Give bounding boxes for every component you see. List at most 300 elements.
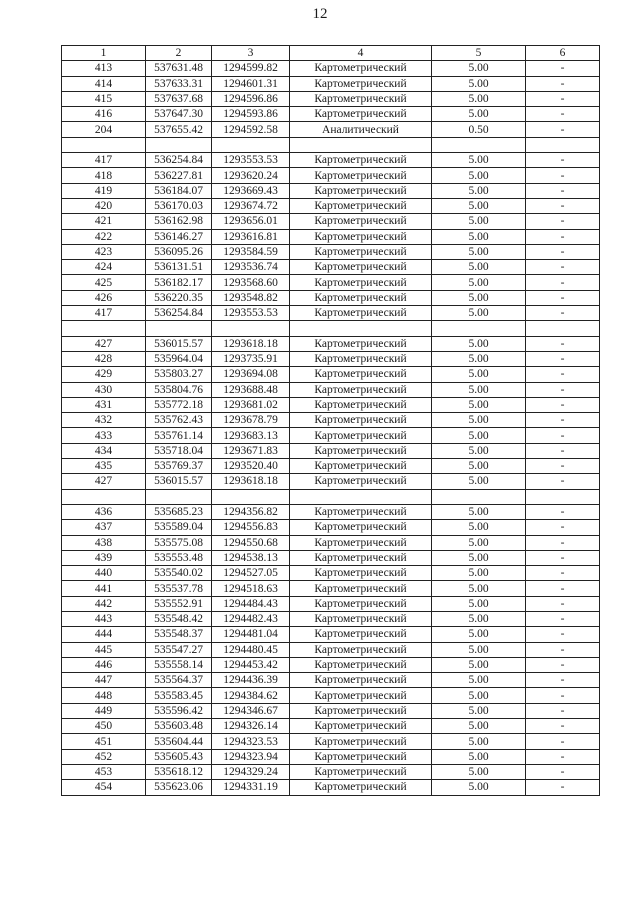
y-coordinate-cell: 1294599.82	[212, 61, 290, 76]
x-coordinate-cell: 535552.91	[146, 596, 212, 611]
accuracy-cell: 5.00	[432, 413, 526, 428]
table-row	[62, 122, 600, 137]
x-coordinate-cell: 536254.84	[146, 153, 212, 168]
table-row	[62, 719, 600, 734]
x-coordinate-cell: 535761.14	[146, 428, 212, 443]
x-coordinate-cell: 535618.12	[146, 764, 212, 779]
accuracy-cell: 5.00	[432, 657, 526, 672]
method-cell: Картометрический	[290, 520, 432, 535]
point-number-cell: 443	[62, 611, 146, 626]
x-coordinate-cell: 535605.43	[146, 749, 212, 764]
accuracy-cell: 0.50	[432, 122, 526, 137]
note-cell: -	[526, 244, 600, 259]
table-row	[62, 153, 600, 168]
y-coordinate-cell: 1293548.82	[212, 290, 290, 305]
note-cell: -	[526, 611, 600, 626]
method-cell: Картометрический	[290, 504, 432, 519]
y-coordinate-cell: 1294482.43	[212, 611, 290, 626]
point-number-cell: 423	[62, 244, 146, 259]
y-coordinate-cell: 1293620.24	[212, 168, 290, 183]
accuracy-cell: 5.00	[432, 198, 526, 213]
x-coordinate-cell: 536095.26	[146, 244, 212, 259]
point-number-cell: 442	[62, 596, 146, 611]
method-cell: Картометрический	[290, 459, 432, 474]
column-header-4: 4	[290, 46, 432, 61]
x-coordinate-cell: 536170.03	[146, 198, 212, 213]
table-header	[62, 46, 600, 61]
y-coordinate-cell	[212, 489, 290, 504]
y-coordinate-cell: 1293553.53	[212, 306, 290, 321]
table-row	[62, 734, 600, 749]
table-row	[62, 290, 600, 305]
page-number: 12	[312, 6, 328, 22]
point-number-cell	[62, 321, 146, 336]
x-coordinate-cell: 537633.31	[146, 76, 212, 91]
method-cell: Картометрический	[290, 198, 432, 213]
point-number-cell: 417	[62, 153, 146, 168]
x-coordinate-cell: 537655.42	[146, 122, 212, 137]
method-cell: Картометрический	[290, 214, 432, 229]
method-cell: Картометрический	[290, 749, 432, 764]
method-cell: Картометрический	[290, 260, 432, 275]
accuracy-cell: 5.00	[432, 61, 526, 76]
accuracy-cell: 5.00	[432, 703, 526, 718]
x-coordinate-cell: 536227.81	[146, 168, 212, 183]
point-number-cell: 428	[62, 351, 146, 366]
method-cell: Картометрический	[290, 275, 432, 290]
note-cell: -	[526, 443, 600, 458]
table-row	[62, 566, 600, 581]
table-row	[62, 443, 600, 458]
table-row	[62, 627, 600, 642]
note-cell: -	[526, 260, 600, 275]
method-cell: Картометрический	[290, 734, 432, 749]
x-coordinate-cell: 536015.57	[146, 336, 212, 351]
table-body	[62, 61, 600, 795]
note-cell: -	[526, 153, 600, 168]
point-number-cell: 415	[62, 91, 146, 106]
point-number-cell: 204	[62, 122, 146, 137]
method-cell: Картометрический	[290, 703, 432, 718]
x-coordinate-cell: 535803.27	[146, 367, 212, 382]
method-cell: Картометрический	[290, 657, 432, 672]
x-coordinate-cell: 536182.17	[146, 275, 212, 290]
header-row	[62, 46, 600, 61]
point-number-cell: 446	[62, 657, 146, 672]
note-cell: -	[526, 428, 600, 443]
note-cell: -	[526, 673, 600, 688]
note-cell: -	[526, 61, 600, 76]
point-number-cell: 429	[62, 367, 146, 382]
point-number-cell: 447	[62, 673, 146, 688]
y-coordinate-cell: 1293688.48	[212, 382, 290, 397]
column-header-6: 6	[526, 46, 600, 61]
point-number-cell: 439	[62, 550, 146, 565]
accuracy-cell: 5.00	[432, 107, 526, 122]
x-coordinate-cell: 536184.07	[146, 183, 212, 198]
x-coordinate-cell: 537647.30	[146, 107, 212, 122]
note-cell: -	[526, 719, 600, 734]
y-coordinate-cell: 1294481.04	[212, 627, 290, 642]
table-row	[62, 550, 600, 565]
method-cell	[290, 489, 432, 504]
y-coordinate-cell: 1293616.81	[212, 229, 290, 244]
note-cell: -	[526, 474, 600, 489]
method-cell: Картометрический	[290, 474, 432, 489]
point-number-cell: 440	[62, 566, 146, 581]
y-coordinate-cell: 1293671.83	[212, 443, 290, 458]
accuracy-cell: 5.00	[432, 229, 526, 244]
accuracy-cell: 5.00	[432, 214, 526, 229]
accuracy-cell: 5.00	[432, 749, 526, 764]
method-cell	[290, 137, 432, 152]
column-header-2: 2	[146, 46, 212, 61]
point-number-cell: 426	[62, 290, 146, 305]
method-cell: Картометрический	[290, 719, 432, 734]
point-number-cell: 416	[62, 107, 146, 122]
method-cell: Картометрический	[290, 673, 432, 688]
x-coordinate-cell: 535596.42	[146, 703, 212, 718]
y-coordinate-cell: 1293735.91	[212, 351, 290, 366]
point-number-cell: 445	[62, 642, 146, 657]
accuracy-cell: 5.00	[432, 367, 526, 382]
note-cell: -	[526, 290, 600, 305]
x-coordinate-cell	[146, 489, 212, 504]
note-cell: -	[526, 535, 600, 550]
point-number-cell: 450	[62, 719, 146, 734]
point-number-cell: 441	[62, 581, 146, 596]
point-number-cell: 430	[62, 382, 146, 397]
table-row	[62, 780, 600, 795]
y-coordinate-cell: 1294518.63	[212, 581, 290, 596]
y-coordinate-cell	[212, 137, 290, 152]
y-coordinate-cell: 1293674.72	[212, 198, 290, 213]
x-coordinate-cell: 537637.68	[146, 91, 212, 106]
y-coordinate-cell: 1293694.08	[212, 367, 290, 382]
accuracy-cell: 5.00	[432, 336, 526, 351]
x-coordinate-cell: 536220.35	[146, 290, 212, 305]
point-number-cell: 414	[62, 76, 146, 91]
table-row	[62, 321, 600, 336]
table-row	[62, 76, 600, 91]
x-coordinate-cell: 536015.57	[146, 474, 212, 489]
accuracy-cell: 5.00	[432, 474, 526, 489]
method-cell: Картометрический	[290, 153, 432, 168]
accuracy-cell: 5.00	[432, 550, 526, 565]
method-cell: Картометрический	[290, 382, 432, 397]
point-number-cell: 451	[62, 734, 146, 749]
point-number-cell: 437	[62, 520, 146, 535]
accuracy-cell	[432, 321, 526, 336]
method-cell: Картометрический	[290, 244, 432, 259]
method-cell: Картометрический	[290, 550, 432, 565]
note-cell: -	[526, 336, 600, 351]
method-cell: Картометрический	[290, 290, 432, 305]
point-number-cell: 434	[62, 443, 146, 458]
y-coordinate-cell: 1294329.24	[212, 764, 290, 779]
accuracy-cell: 5.00	[432, 153, 526, 168]
y-coordinate-cell: 1294592.58	[212, 122, 290, 137]
table-row	[62, 351, 600, 366]
y-coordinate-cell: 1293669.43	[212, 183, 290, 198]
x-coordinate-cell: 535583.45	[146, 688, 212, 703]
y-coordinate-cell: 1294550.68	[212, 535, 290, 550]
method-cell: Картометрический	[290, 535, 432, 550]
x-coordinate-cell: 535537.78	[146, 581, 212, 596]
y-coordinate-cell: 1294527.05	[212, 566, 290, 581]
accuracy-cell: 5.00	[432, 734, 526, 749]
point-number-cell	[62, 137, 146, 152]
table-row	[62, 688, 600, 703]
y-coordinate-cell	[212, 321, 290, 336]
accuracy-cell: 5.00	[432, 611, 526, 626]
table-row	[62, 428, 600, 443]
y-coordinate-cell: 1294384.62	[212, 688, 290, 703]
point-number-cell: 453	[62, 764, 146, 779]
point-number-cell: 419	[62, 183, 146, 198]
accuracy-cell: 5.00	[432, 397, 526, 412]
method-cell: Аналитический	[290, 122, 432, 137]
x-coordinate-cell: 535603.48	[146, 719, 212, 734]
y-coordinate-cell: 1293553.53	[212, 153, 290, 168]
note-cell: -	[526, 413, 600, 428]
note-cell: -	[526, 183, 600, 198]
method-cell: Картометрический	[290, 91, 432, 106]
method-cell: Картометрический	[290, 688, 432, 703]
note-cell: -	[526, 214, 600, 229]
note-cell: -	[526, 657, 600, 672]
y-coordinate-cell: 1294538.13	[212, 550, 290, 565]
table-row	[62, 382, 600, 397]
table-row	[62, 581, 600, 596]
y-coordinate-cell: 1294453.42	[212, 657, 290, 672]
table-row	[62, 657, 600, 672]
note-cell: -	[526, 229, 600, 244]
accuracy-cell: 5.00	[432, 566, 526, 581]
table-row	[62, 596, 600, 611]
accuracy-cell: 5.00	[432, 764, 526, 779]
x-coordinate-cell: 535762.43	[146, 413, 212, 428]
accuracy-cell: 5.00	[432, 627, 526, 642]
point-number-cell: 425	[62, 275, 146, 290]
note-cell: -	[526, 91, 600, 106]
coordinates-table	[61, 45, 600, 796]
point-number-cell: 421	[62, 214, 146, 229]
accuracy-cell	[432, 137, 526, 152]
y-coordinate-cell: 1293681.02	[212, 397, 290, 412]
accuracy-cell: 5.00	[432, 91, 526, 106]
note-cell: -	[526, 382, 600, 397]
note-cell: -	[526, 581, 600, 596]
x-coordinate-cell: 535964.04	[146, 351, 212, 366]
accuracy-cell: 5.00	[432, 520, 526, 535]
x-coordinate-cell: 535548.42	[146, 611, 212, 626]
y-coordinate-cell: 1294326.14	[212, 719, 290, 734]
note-cell: -	[526, 596, 600, 611]
method-cell: Картометрический	[290, 351, 432, 366]
y-coordinate-cell: 1294323.53	[212, 734, 290, 749]
note-cell: -	[526, 749, 600, 764]
note-cell: -	[526, 764, 600, 779]
y-coordinate-cell: 1294356.82	[212, 504, 290, 519]
x-coordinate-cell: 535804.76	[146, 382, 212, 397]
accuracy-cell: 5.00	[432, 382, 526, 397]
note-cell	[526, 321, 600, 336]
column-header-5: 5	[432, 46, 526, 61]
y-coordinate-cell: 1293584.59	[212, 244, 290, 259]
x-coordinate-cell	[146, 137, 212, 152]
accuracy-cell: 5.00	[432, 260, 526, 275]
y-coordinate-cell: 1293618.18	[212, 474, 290, 489]
accuracy-cell: 5.00	[432, 642, 526, 657]
note-cell: -	[526, 520, 600, 535]
y-coordinate-cell: 1293618.18	[212, 336, 290, 351]
accuracy-cell: 5.00	[432, 306, 526, 321]
y-coordinate-cell: 1294480.45	[212, 642, 290, 657]
method-cell: Картометрический	[290, 642, 432, 657]
y-coordinate-cell: 1294323.94	[212, 749, 290, 764]
method-cell: Картометрический	[290, 76, 432, 91]
accuracy-cell: 5.00	[432, 244, 526, 259]
table-row	[62, 489, 600, 504]
note-cell: -	[526, 122, 600, 137]
accuracy-cell: 5.00	[432, 719, 526, 734]
note-cell	[526, 489, 600, 504]
x-coordinate-cell: 537631.48	[146, 61, 212, 76]
x-coordinate-cell: 535540.02	[146, 566, 212, 581]
note-cell: -	[526, 642, 600, 657]
y-coordinate-cell: 1293683.13	[212, 428, 290, 443]
point-number-cell: 438	[62, 535, 146, 550]
method-cell: Картометрический	[290, 596, 432, 611]
method-cell: Картометрический	[290, 611, 432, 626]
table-row	[62, 367, 600, 382]
y-coordinate-cell: 1293678.79	[212, 413, 290, 428]
note-cell: -	[526, 367, 600, 382]
note-cell: -	[526, 780, 600, 795]
point-number-cell: 432	[62, 413, 146, 428]
point-number-cell: 454	[62, 780, 146, 795]
table-row	[62, 214, 600, 229]
table-row	[62, 183, 600, 198]
accuracy-cell: 5.00	[432, 688, 526, 703]
note-cell: -	[526, 688, 600, 703]
method-cell: Картометрический	[290, 107, 432, 122]
x-coordinate-cell: 535548.37	[146, 627, 212, 642]
table-row	[62, 673, 600, 688]
note-cell: -	[526, 734, 600, 749]
table-row	[62, 306, 600, 321]
point-number-cell: 452	[62, 749, 146, 764]
point-number-cell: 420	[62, 198, 146, 213]
method-cell: Картометрический	[290, 336, 432, 351]
note-cell: -	[526, 459, 600, 474]
x-coordinate-cell: 536131.51	[146, 260, 212, 275]
table-row	[62, 413, 600, 428]
x-coordinate-cell: 535547.27	[146, 642, 212, 657]
method-cell: Картометрический	[290, 229, 432, 244]
point-number-cell: 417	[62, 306, 146, 321]
column-header-3: 3	[212, 46, 290, 61]
y-coordinate-cell: 1294556.83	[212, 520, 290, 535]
x-coordinate-cell: 535564.37	[146, 673, 212, 688]
x-coordinate-cell: 535553.48	[146, 550, 212, 565]
note-cell: -	[526, 351, 600, 366]
table-row	[62, 749, 600, 764]
y-coordinate-cell: 1294346.67	[212, 703, 290, 718]
x-coordinate-cell: 535718.04	[146, 443, 212, 458]
table-row	[62, 244, 600, 259]
x-coordinate-cell: 535604.44	[146, 734, 212, 749]
point-number-cell: 424	[62, 260, 146, 275]
method-cell: Картометрический	[290, 183, 432, 198]
table-row	[62, 137, 600, 152]
note-cell: -	[526, 627, 600, 642]
method-cell: Картометрический	[290, 780, 432, 795]
x-coordinate-cell: 535575.08	[146, 535, 212, 550]
table-row	[62, 520, 600, 535]
y-coordinate-cell: 1294331.19	[212, 780, 290, 795]
x-coordinate-cell: 536162.98	[146, 214, 212, 229]
note-cell: -	[526, 306, 600, 321]
accuracy-cell: 5.00	[432, 443, 526, 458]
y-coordinate-cell: 1293536.74	[212, 260, 290, 275]
method-cell: Картометрический	[290, 443, 432, 458]
point-number-cell: 422	[62, 229, 146, 244]
note-cell: -	[526, 107, 600, 122]
accuracy-cell: 5.00	[432, 504, 526, 519]
y-coordinate-cell: 1294436.39	[212, 673, 290, 688]
table-row	[62, 336, 600, 351]
point-number-cell: 448	[62, 688, 146, 703]
x-coordinate-cell: 535589.04	[146, 520, 212, 535]
note-cell: -	[526, 550, 600, 565]
note-cell: -	[526, 703, 600, 718]
y-coordinate-cell: 1293520.40	[212, 459, 290, 474]
table-row	[62, 229, 600, 244]
note-cell: -	[526, 76, 600, 91]
method-cell: Картометрический	[290, 581, 432, 596]
table-row	[62, 397, 600, 412]
note-cell: -	[526, 504, 600, 519]
note-cell: -	[526, 397, 600, 412]
table-row	[62, 703, 600, 718]
x-coordinate-cell: 535558.14	[146, 657, 212, 672]
method-cell	[290, 321, 432, 336]
method-cell: Картометрический	[290, 764, 432, 779]
table-row	[62, 474, 600, 489]
table-row	[62, 198, 600, 213]
x-coordinate-cell: 536254.84	[146, 306, 212, 321]
note-cell: -	[526, 198, 600, 213]
x-coordinate-cell: 536146.27	[146, 229, 212, 244]
table-row	[62, 260, 600, 275]
table-row	[62, 611, 600, 626]
accuracy-cell: 5.00	[432, 183, 526, 198]
method-cell: Картометрический	[290, 168, 432, 183]
point-number-cell: 449	[62, 703, 146, 718]
table-row	[62, 91, 600, 106]
x-coordinate-cell: 535623.06	[146, 780, 212, 795]
table-row	[62, 61, 600, 76]
method-cell: Картометрический	[290, 367, 432, 382]
column-header-1: 1	[62, 46, 146, 61]
accuracy-cell: 5.00	[432, 275, 526, 290]
point-number-cell: 413	[62, 61, 146, 76]
x-coordinate-cell	[146, 321, 212, 336]
table-row	[62, 275, 600, 290]
table-row	[62, 535, 600, 550]
